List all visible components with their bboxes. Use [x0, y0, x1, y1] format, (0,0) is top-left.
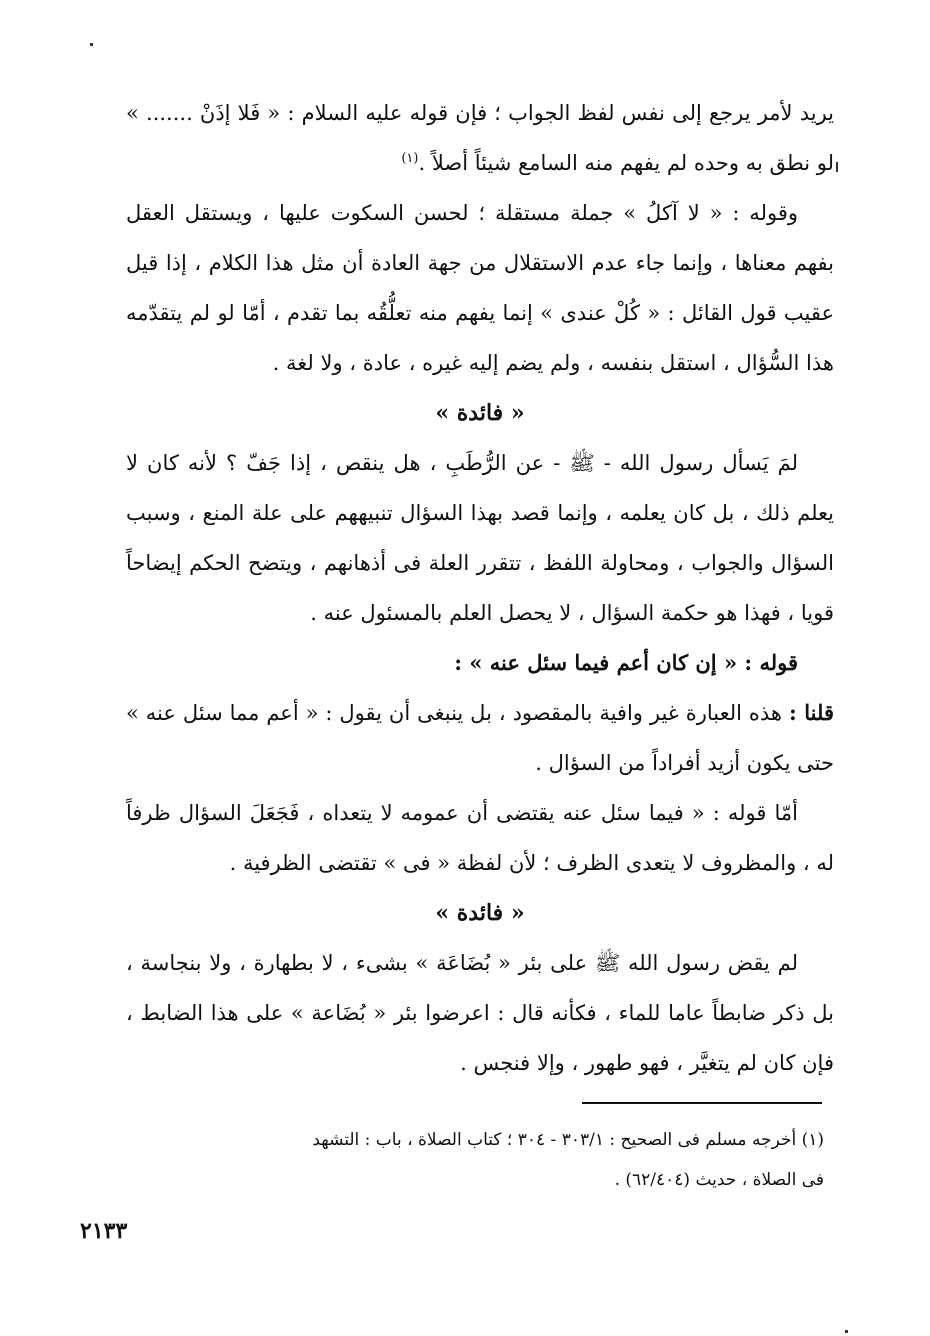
scan-speck — [90, 43, 93, 46]
footnote-line-1: (١) أخرجه مسلم فى الصحيح : ٣٠٣/١ - ٣٠٤ ؛ كتاب الصلاة ، باب : التشهد — [312, 1130, 824, 1150]
paragraph-1 — [126, 88, 834, 188]
footnote — [108, 1120, 824, 1200]
paragraph-3: لمَ يَسأل رسول الله - ﷺ - عن الرُّطَبِ ، هل ينقص ، إذا جَفّ ؟ لأنه كان لا يعلم ذلك ، بل كان يعلمه ، وإنما قصد بهذا السؤال تنبيههم على علة المنع ، وسبب السؤال والجواب ، ومحاولة اللفظ ، تتقرر العلة فى أذهانهم ، ويتضح الحكم إيضاحاً قويا ، فهذا هو حكمة السؤال ، لا يحصل العلم بالمسئول عنه . — [126, 451, 834, 625]
paragraph-2: وقوله : « لا آكلُ » جملة مستقلة ؛ لحسن السكوت عليها ، ويستقل العقل بفهم معناها ، وإنما جاء عدم الاستقلال من جهة العادة أن مثل هذا الكلام ، إذا قيل عقيب قول القائل : « كُلْ عندى » إنما يفهم منه تعلُّقُه بما تقدم ، أمّا لو لم يتقدّمه هذا السُّؤال ، استقل بنفسه ، ولم يضم إليه غيره ، عادة ، ولا لغة . — [126, 201, 834, 375]
paragraph-4: قوله : « إن كان أعم فيما سئل عنه » : — [454, 650, 798, 675]
footnote-line-2: فى الصلاة ، حديث (٦٢/٤٠٤) . — [614, 1170, 824, 1190]
scan-speck — [845, 1330, 848, 1333]
section-heading-2: « فائدة » — [435, 900, 525, 926]
lead-word: قلنا : — [788, 700, 834, 725]
paragraph-7: لم يقض رسول الله ﷺ على بئر « بُضَاعَة » بشىء ، لا بطهارة ، ولا بنجاسة ، بل ذكر ضابطاً عاما للماء ، فكأنه قال : اعرضوا بئر « بُضَاعة » على هذا الضابط ، فإن كان لم يتغيَّر ، فهو طهور ، وإلا فنجس . — [126, 951, 834, 1075]
page-number: ٢١٣٣ — [80, 1218, 128, 1244]
paragraph-5 — [126, 688, 834, 788]
paragraph-6: أمّا قوله : « فيما سئل عنه يقتضى أن عمومه لا يتعداه ، فَجَعَلَ السؤال ظرفاً له ، والمظروف لا يتعدى الظرف ؛ لأن لفظة « فى » تقتضى الظرفية . — [126, 801, 834, 875]
footnote-marker: (١) — [401, 151, 419, 166]
main-text — [126, 88, 834, 1088]
section-heading-1: « فائدة » — [435, 400, 525, 426]
paragraph-5-text: هذه العبارة غير وافية بالمقصود ، بل ينبغى أن يقول : « أعم مما سئل عنه » حتى يكون أزيد أفراداً من السؤال . — [126, 701, 834, 775]
paragraph-1-text: يريد لأمر يرجع إلى نفس لفظ الجواب ؛ فإن قوله عليه السلام : « فَلا إذَنْ ....... » لو نطق به وحده لم يفهم منه السامع شيئاً أصلاً . — [126, 101, 834, 175]
footnote-divider — [582, 1102, 822, 1104]
scan-speck — [836, 162, 838, 172]
